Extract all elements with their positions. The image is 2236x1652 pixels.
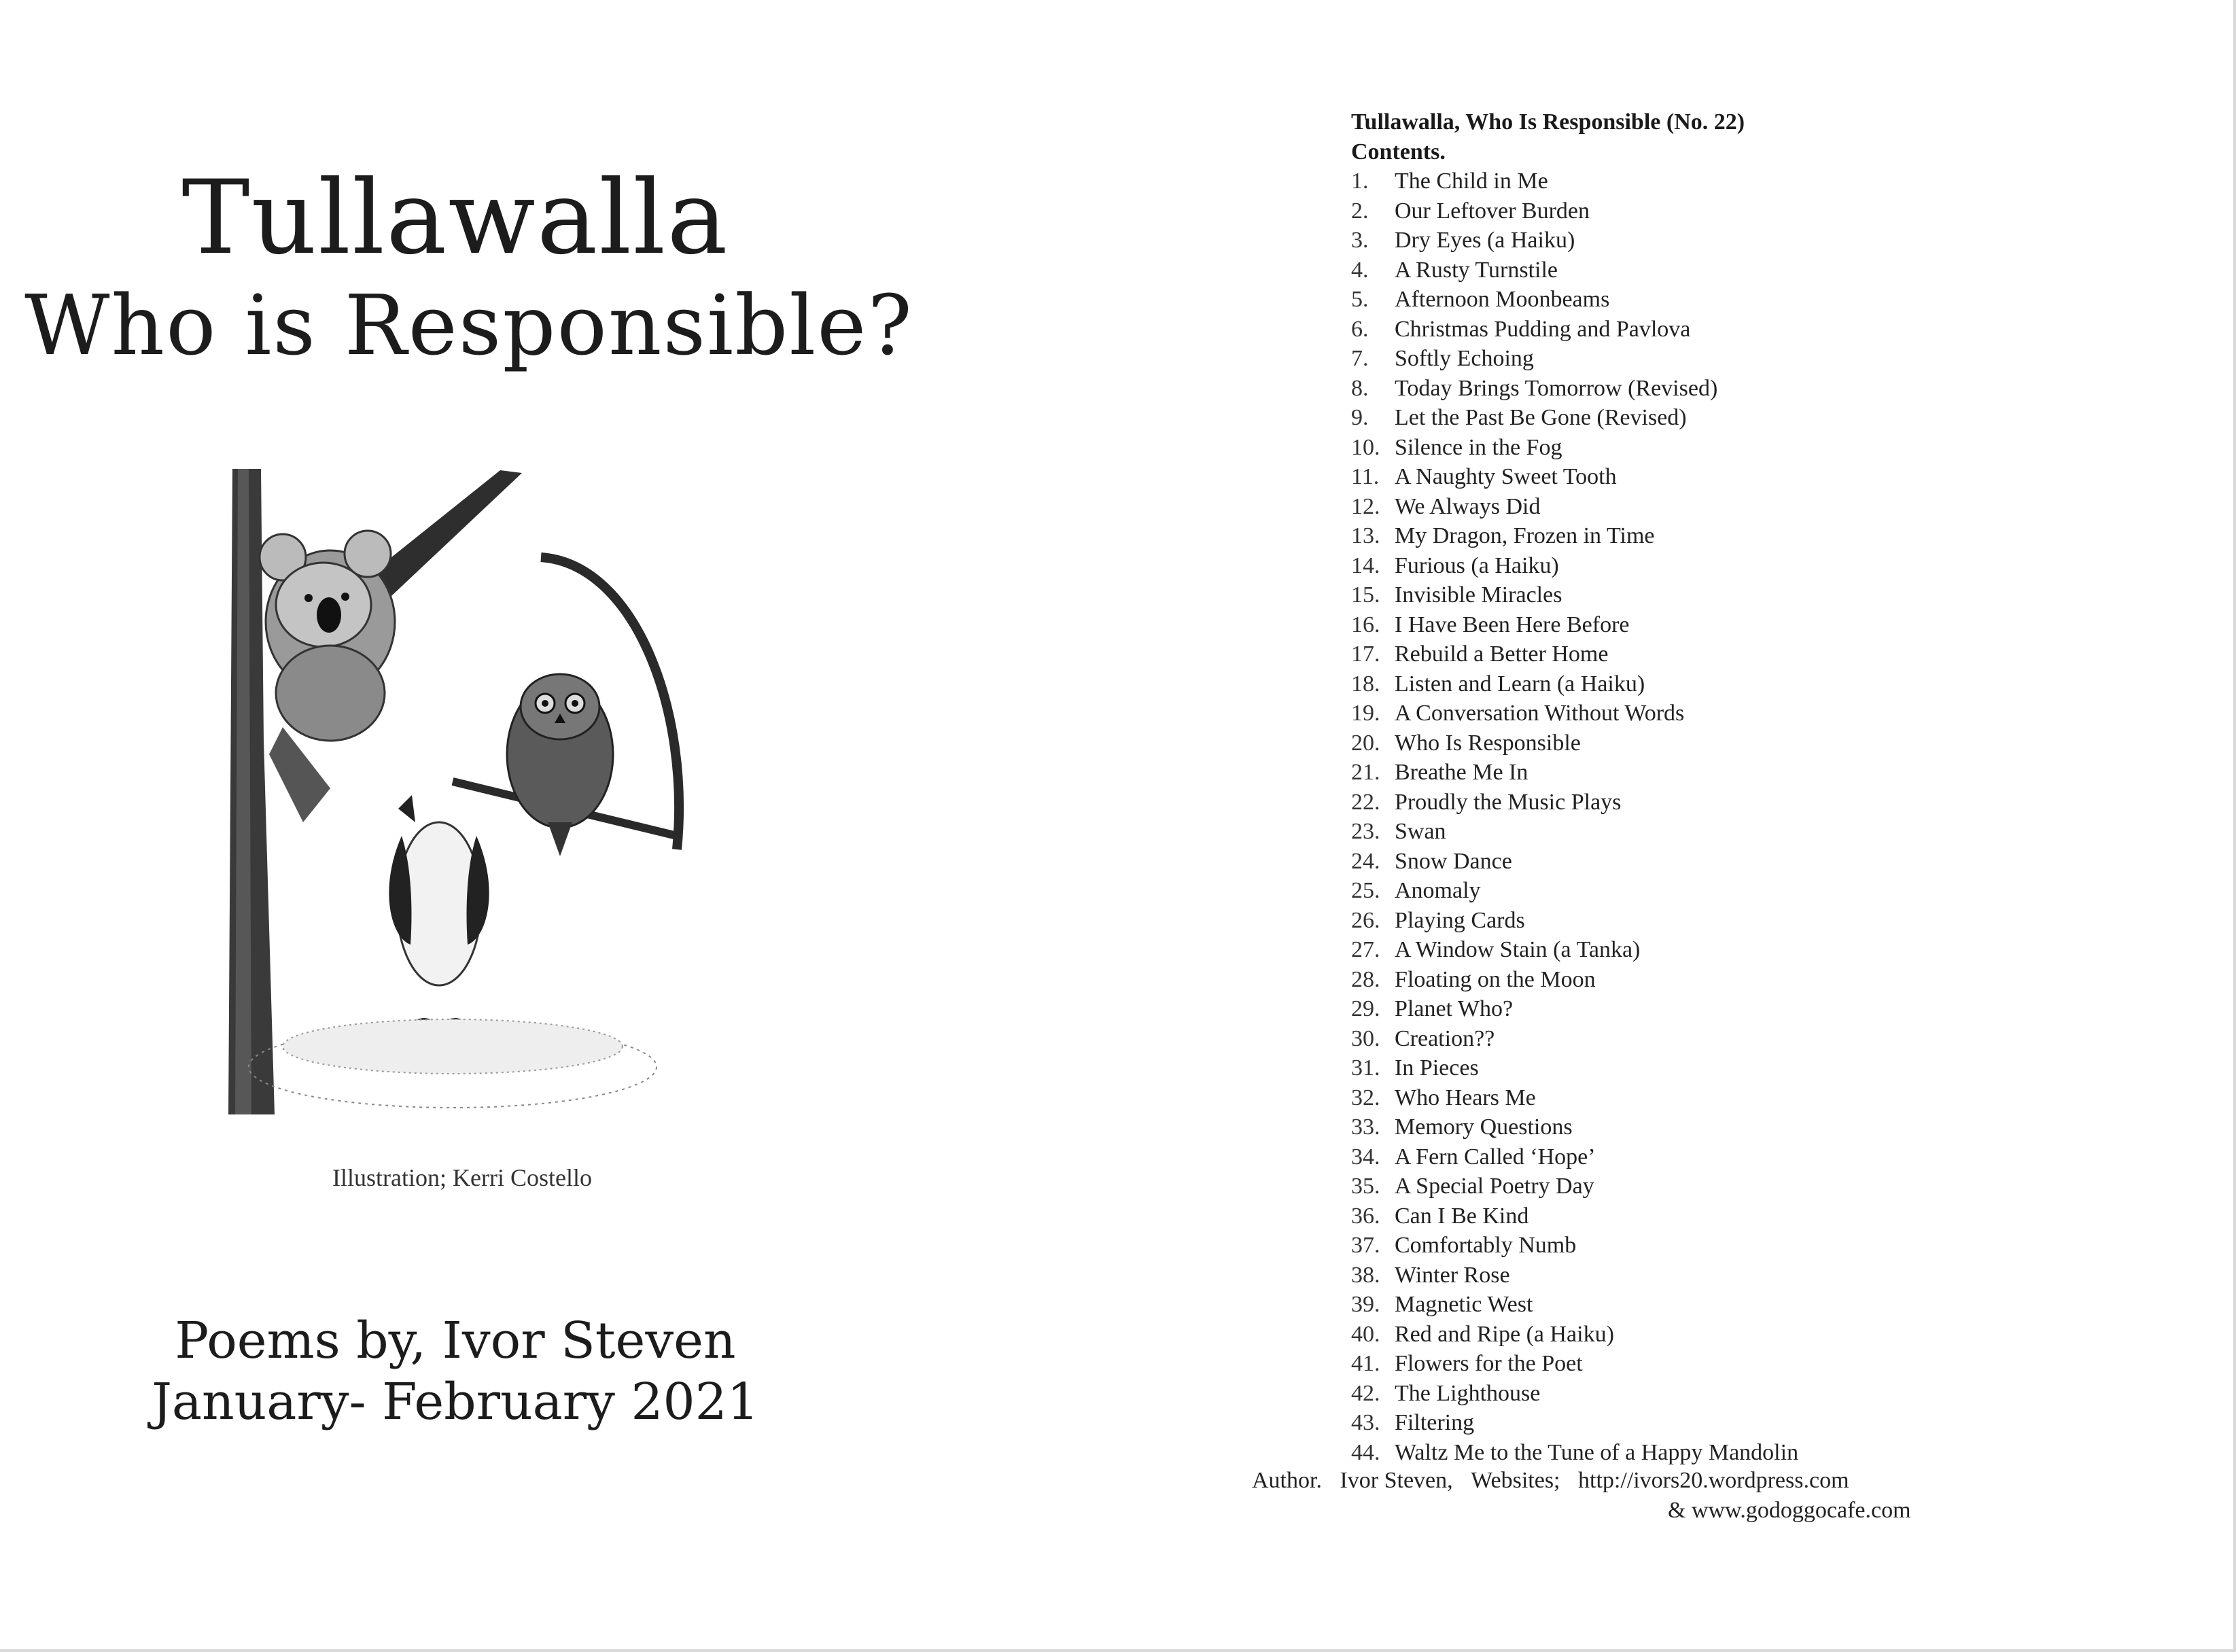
contents-item-number: 13. (1351, 523, 1380, 548)
contents-item-title: Who Is Responsible (1395, 730, 1581, 756)
contents-item-number: 9. (1351, 405, 1369, 430)
contents-item-title: Can I Be Kind (1395, 1203, 1529, 1229)
contents-item-title: Magnetic West (1395, 1292, 1533, 1317)
contents-item (1351, 965, 2167, 995)
contents-item-title: In Pieces (1395, 1055, 1479, 1080)
contents-item-title: I Have Been Here Before (1395, 612, 1630, 637)
contents-item-number: 36. (1351, 1203, 1380, 1229)
contents-item-title: Breathe Me In (1395, 760, 1528, 785)
contents-item (1351, 521, 2167, 551)
contents-item-title: Creation?? (1395, 1025, 1495, 1051)
contents-item-number: 17. (1351, 642, 1380, 667)
byline-date: January- February 2021 (152, 1373, 759, 1431)
contents-item-title: A Window Stain (a Tanka) (1395, 937, 1641, 962)
contents-item-title: Silence in the Fog (1395, 434, 1562, 460)
contents-item-title: Memory Questions (1395, 1114, 1573, 1140)
contents-item (1351, 315, 2167, 345)
contents-item-title: Comfortably Numb (1395, 1233, 1577, 1258)
contents-item-title: Floating on the Moon (1395, 966, 1596, 992)
contents-item (1351, 906, 2167, 936)
contents-item (1351, 1408, 2167, 1438)
contents-item (1351, 1053, 2167, 1083)
contents-item-number: 21. (1351, 760, 1380, 785)
contents-item-number: 27. (1351, 937, 1380, 962)
website-link-1[interactable]: http://ivors20.wordpress.com (1578, 1468, 1849, 1493)
contents-list (1351, 166, 2167, 1467)
contents-item-title: A Special Poetry Day (1395, 1174, 1594, 1199)
contents-item-title: Red and Ripe (a Haiku) (1395, 1321, 1614, 1347)
contents-item-title: Listen and Learn (a Haiku) (1395, 671, 1645, 697)
contents-item-number: 5. (1351, 287, 1369, 312)
contents-item-number: 12. (1351, 493, 1380, 519)
contents-item-number: 1. (1351, 169, 1369, 194)
contents-item-title: Proudly the Music Plays (1395, 789, 1622, 815)
contents-item-title: The Lighthouse (1395, 1380, 1541, 1406)
contents-item-number: 20. (1351, 730, 1380, 756)
contents-item-title: Waltz Me to the Tune of a Happy Mandolin (1395, 1439, 1799, 1465)
contents-item-title: We Always Did (1395, 493, 1541, 519)
contents-item-number: 35. (1351, 1174, 1380, 1199)
contents-item (1351, 374, 2167, 404)
contents-item-number: 4. (1351, 257, 1369, 283)
contents-item (1351, 1231, 2167, 1261)
koala-figure (260, 531, 395, 741)
author-line (1252, 1468, 1849, 1494)
contents-item-number: 34. (1351, 1144, 1380, 1170)
contents-item (1351, 1290, 2167, 1320)
contents-item-title: My Dragon, Frozen in Time (1395, 523, 1655, 548)
contents-item-number: 25. (1351, 878, 1380, 903)
contents-item-number: 15. (1351, 582, 1380, 608)
contents-item-number: 7. (1351, 346, 1369, 371)
contents-item (1351, 1201, 2167, 1231)
contents-item (1351, 551, 2167, 581)
owl-figure (507, 674, 613, 856)
contents-item (1351, 1379, 2167, 1409)
contents-item-number: 16. (1351, 612, 1380, 637)
contents-item-title: Planet Who? (1395, 996, 1514, 1021)
contents-section (1351, 107, 2167, 1467)
contents-item (1351, 758, 2167, 788)
contents-item (1351, 1320, 2167, 1350)
contents-item-number: 39. (1351, 1292, 1380, 1317)
websites-label: Websites; (1471, 1468, 1560, 1493)
cover-illustration (228, 469, 691, 1114)
author-label: Author. (1252, 1468, 1322, 1493)
cover-title: Tullawalla (181, 159, 729, 277)
contents-item-number: 8. (1351, 375, 1369, 401)
contents-item-number: 29. (1351, 996, 1380, 1021)
contents-item-title: Dry Eyes (a Haiku) (1395, 228, 1575, 253)
contents-item-title: A Rusty Turnstile (1395, 257, 1558, 283)
contents-item (1351, 728, 2167, 758)
contents-item (1351, 492, 2167, 522)
author-name: Ivor Steven, (1340, 1468, 1453, 1493)
contents-item (1351, 1261, 2167, 1290)
contents-item-number: 42. (1351, 1380, 1380, 1406)
contents-item-number: 30. (1351, 1025, 1380, 1051)
contents-item-number: 31. (1351, 1055, 1380, 1080)
contents-item (1351, 1349, 2167, 1379)
contents-item-title: Flowers for the Poet (1395, 1351, 1583, 1376)
contents-item (1351, 669, 2167, 699)
contents-item-number: 33. (1351, 1114, 1380, 1140)
contents-item (1351, 403, 2167, 433)
contents-item (1351, 994, 2167, 1024)
website-link-2[interactable]: & www.godoggocafe.com (1668, 1498, 1911, 1523)
contents-item (1351, 699, 2167, 728)
contents-item-number: 6. (1351, 316, 1369, 342)
contents-item-title: A Fern Called ‘Hope’ (1395, 1144, 1596, 1170)
contents-item-title: Filtering (1395, 1410, 1475, 1435)
contents-item-title: Our Leftover Burden (1395, 198, 1590, 224)
contents-subheading: Contents. (1351, 139, 1446, 164)
contents-item-number: 43. (1351, 1410, 1380, 1435)
contents-item-number: 23. (1351, 819, 1380, 844)
contents-item-title: Swan (1395, 819, 1446, 844)
contents-item-number: 19. (1351, 701, 1380, 726)
illustration-credit: Illustration; Kerri Costello (332, 1164, 592, 1191)
contents-item (1351, 639, 2167, 669)
contents-item-number: 3. (1351, 228, 1369, 253)
contents-item-title: Who Hears Me (1395, 1085, 1536, 1110)
contents-item-title: The Child in Me (1395, 169, 1548, 194)
contents-item-title: A Conversation Without Words (1395, 701, 1685, 726)
contents-item (1351, 256, 2167, 285)
contents-item-number: 37. (1351, 1233, 1380, 1258)
contents-item-number: 22. (1351, 789, 1380, 815)
contents-item-number: 32. (1351, 1085, 1380, 1110)
contents-item (1351, 1172, 2167, 1201)
contents-item-title: Rebuild a Better Home (1395, 642, 1609, 667)
contents-item (1351, 817, 2167, 847)
contents-item-number: 44. (1351, 1439, 1380, 1465)
contents-item-number: 26. (1351, 907, 1380, 933)
contents-item-number: 18. (1351, 671, 1380, 697)
contents-item (1351, 788, 2167, 818)
contents-item (1351, 285, 2167, 315)
contents-item (1351, 1112, 2167, 1142)
contents-item-number: 40. (1351, 1321, 1380, 1347)
contents-item-title: Today Brings Tomorrow (Revised) (1395, 375, 1718, 401)
contents-item (1351, 344, 2167, 374)
contents-item (1351, 1142, 2167, 1172)
contents-item-title: Playing Cards (1395, 907, 1525, 933)
contents-item (1351, 610, 2167, 640)
contents-item-title: Winter Rose (1395, 1262, 1510, 1288)
contents-item (1351, 876, 2167, 906)
contents-item-number: 41. (1351, 1351, 1380, 1376)
byline-author: Poems by, Ivor Steven (175, 1312, 736, 1370)
contents-item (1351, 1024, 2167, 1054)
contents-item (1351, 226, 2167, 256)
contents-item (1351, 1438, 2167, 1468)
contents-item-title: Softly Echoing (1395, 346, 1534, 371)
contents-item-number: 14. (1351, 552, 1380, 578)
contents-item-title: A Naughty Sweet Tooth (1395, 464, 1617, 489)
contents-item-title: Christmas Pudding and Pavlova (1395, 316, 1691, 342)
contents-item (1351, 196, 2167, 226)
contents-item-number: 28. (1351, 966, 1380, 992)
contents-item-number: 24. (1351, 848, 1380, 874)
contents-item (1351, 1083, 2167, 1113)
cover-subtitle: Who is Responsible? (24, 277, 913, 374)
contents-item-number: 11. (1351, 464, 1380, 489)
contents-item-number: 10. (1351, 434, 1380, 460)
contents-item-number: 38. (1351, 1262, 1380, 1288)
contents-item-title: Anomaly (1395, 878, 1481, 903)
contents-item-title: Snow Dance (1395, 848, 1512, 874)
contents-item (1351, 935, 2167, 965)
contents-item (1351, 462, 2167, 492)
contents-item-title: Let the Past Be Gone (Revised) (1395, 405, 1687, 430)
contents-item-number: 2. (1351, 198, 1369, 224)
contents-item (1351, 847, 2167, 877)
contents-heading: Tullawalla, Who Is Responsible (No. 22) (1351, 109, 1745, 135)
contents-item (1351, 166, 2167, 196)
contents-item-title: Invisible Miracles (1395, 582, 1562, 608)
contents-item (1351, 580, 2167, 610)
contents-item-title: Furious (a Haiku) (1395, 552, 1559, 578)
penguin-figure (389, 795, 489, 1034)
contents-item (1351, 433, 2167, 463)
contents-item-title: Afternoon Moonbeams (1395, 287, 1610, 312)
